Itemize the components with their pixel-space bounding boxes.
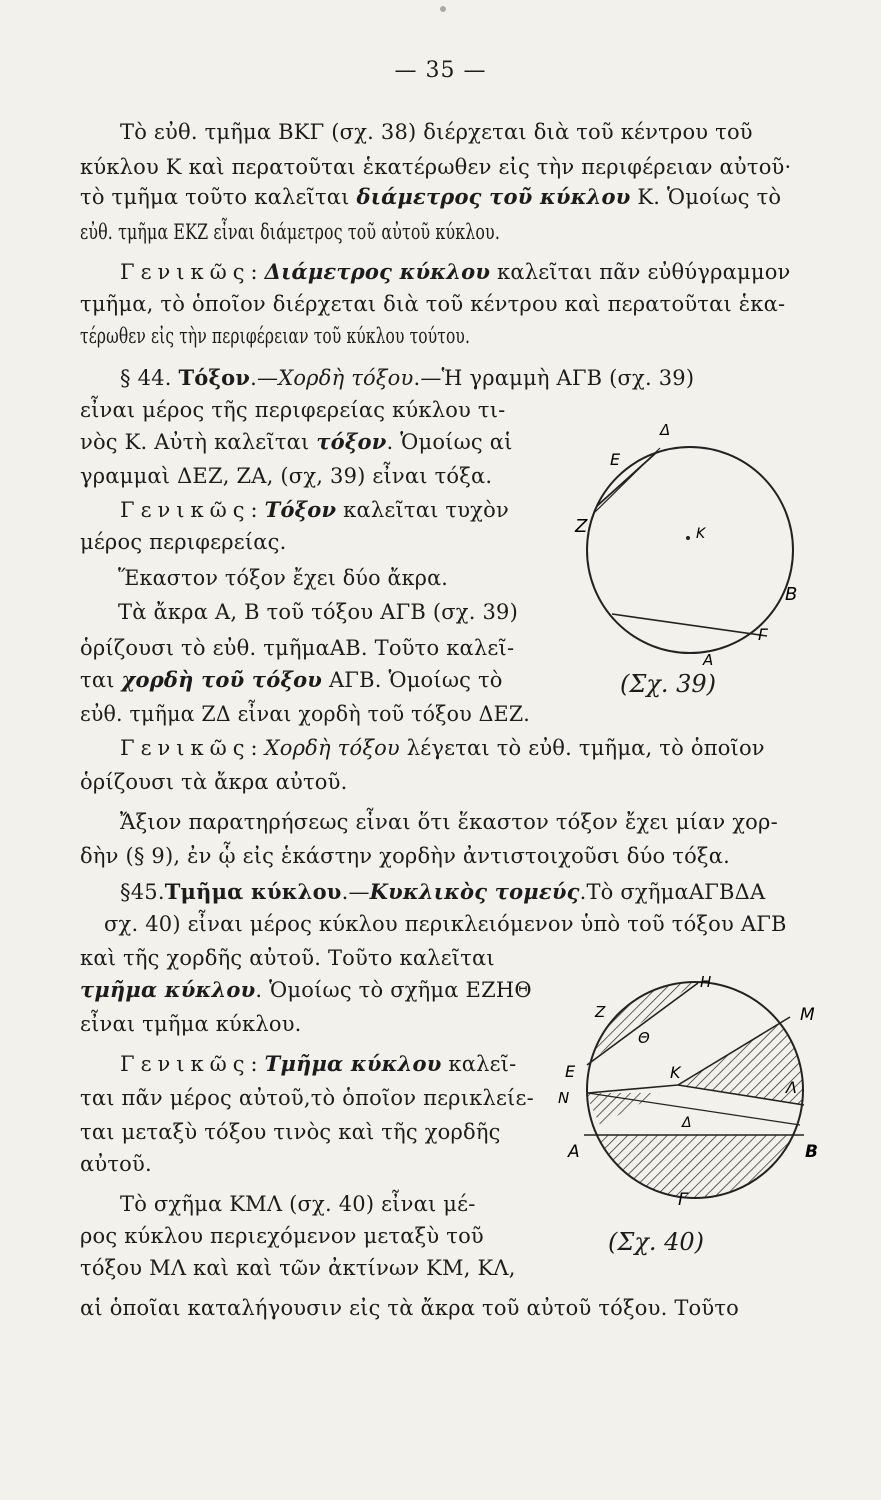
text-segment: ὁρίζουσι τὰ ἄκρα αὐτοῦ. bbox=[80, 770, 348, 794]
fig40-label-a: Α bbox=[568, 1142, 580, 1162]
fig39-chord-ab bbox=[612, 614, 767, 636]
text-line bbox=[80, 1010, 302, 1038]
text-segment: Τὸ εὐθ. τμῆμα ΒΚΓ (σχ. 38) διέρχεται διὰ τοῦ κέντρου τοῦ bbox=[120, 120, 753, 144]
text-line bbox=[120, 258, 791, 286]
text-segment: εἶναι μέρος τῆς περιφερείας κύκλου τι- bbox=[80, 398, 506, 422]
fig39-label-g: Γ bbox=[758, 625, 767, 644]
fig40-label-g: Γ bbox=[678, 1190, 688, 1210]
fig40-label-z: Ζ bbox=[595, 1003, 606, 1021]
fig39-label-a: Α bbox=[703, 651, 714, 669]
text-line bbox=[80, 768, 348, 796]
text-line bbox=[120, 1190, 476, 1218]
text-line bbox=[120, 496, 509, 524]
text-segment: εὐθ. τμῆμα ΖΔ εἶναι χορδὴ τοῦ τόξου ΔΕΖ. bbox=[80, 702, 530, 726]
text-line bbox=[120, 364, 694, 392]
text-segment: αἱ ὁποῖαι καταλήγουσιν εἰς τὰ ἄκρα τοῦ αὐτοῦ τόξου. Τοῦτο bbox=[80, 1296, 740, 1320]
text-segment: Τὸ σχῆμα ΚΜΛ (σχ. 40) εἶναι μέ- bbox=[120, 1192, 476, 1216]
fig39-center bbox=[686, 536, 690, 540]
fig40-label-b: Β bbox=[805, 1142, 818, 1162]
text-line bbox=[118, 598, 518, 626]
text-segment: Κ. Ὁμοίως τὸ bbox=[630, 185, 782, 209]
text-segment: ται πᾶν μέρος αὐτοῦ,τὸ ὁποῖον περικλείε- bbox=[80, 1086, 534, 1110]
fig40-label-h: Η bbox=[700, 975, 712, 991]
text-line bbox=[80, 428, 513, 456]
text-segment: : bbox=[250, 260, 265, 284]
text-line bbox=[80, 634, 514, 662]
text-segment: § 44. bbox=[120, 366, 179, 390]
page-speck bbox=[440, 6, 446, 12]
text-segment: Κυκλικὸς τομεύς bbox=[369, 879, 580, 904]
text-line bbox=[80, 1222, 484, 1250]
text-line bbox=[80, 1084, 534, 1112]
text-line bbox=[80, 322, 470, 350]
text-segment: ὁρίζουσι τὸ εὐθ. τμῆμαΑΒ. Τοῦτο καλεῖ- bbox=[80, 636, 515, 660]
text-segment: .— bbox=[250, 366, 279, 390]
fig40-segment-ezh bbox=[550, 975, 698, 1065]
text-line bbox=[80, 1150, 152, 1178]
text-segment: Τόξον bbox=[264, 497, 337, 522]
text-segment: Γενικῶς bbox=[120, 260, 251, 284]
text-line bbox=[80, 153, 791, 181]
fig40-caption: (Σχ. 40) bbox=[608, 1228, 705, 1256]
fig39-label-e: Ε bbox=[610, 450, 621, 469]
text-segment: νὸς Κ. Αὐτὴ καλεῖται bbox=[80, 430, 317, 454]
text-line bbox=[120, 118, 753, 146]
text-segment: ρος κύκλου περιεχόμενον μεταξὺ τοῦ bbox=[80, 1224, 484, 1248]
fig40-label-d: Δ bbox=[682, 1115, 692, 1131]
text-segment: Τμῆμα κύκλου bbox=[164, 879, 342, 904]
text-segment: τόξον bbox=[316, 429, 387, 454]
text-segment: τέρωθεν εἰς τὴν περιφέρειαν τοῦ κύκλου τούτου. bbox=[80, 324, 470, 348]
text-segment: .—Ἡ γραμμὴ ΑΓΒ (σχ. 39) bbox=[413, 366, 695, 390]
text-segment: .Τὸ σχῆμαΑΓΒΔΑ bbox=[579, 880, 766, 904]
text-segment: Γενικῶς bbox=[120, 736, 251, 760]
text-line bbox=[80, 1254, 516, 1282]
text-segment: καὶ τῆς χορδῆς αὐτοῦ. Τοῦτο καλεῖται bbox=[80, 946, 495, 970]
text-segment: Τόξον bbox=[178, 365, 251, 390]
text-line bbox=[120, 1050, 516, 1078]
text-segment: Χορδὴ τόξου bbox=[278, 366, 414, 390]
text-segment: χορδὴ τοῦ τόξου bbox=[121, 667, 323, 692]
text-segment: καλεῖται τυχὸν bbox=[336, 498, 509, 522]
text-segment: Ἕκαστον τόξον ἔχει δύο ἄκρα. bbox=[118, 566, 448, 590]
text-segment: διάμετρος τοῦ κύκλου bbox=[356, 184, 631, 209]
text-segment: Χορδὴ τόξου bbox=[264, 736, 400, 760]
text-line bbox=[80, 944, 495, 972]
text-segment: Διάμετρος κύκλου bbox=[264, 259, 491, 284]
text-segment: αὐτοῦ. bbox=[80, 1152, 152, 1176]
text-segment: σχ. 40) εἶναι μέρος κύκλου περικλειόμενον ὑπὸ τοῦ τόξου ΑΓΒ bbox=[104, 912, 787, 936]
text-line bbox=[80, 218, 500, 246]
text-line bbox=[80, 700, 530, 728]
text-segment: .— bbox=[341, 880, 370, 904]
fig40-label-n: Ν bbox=[558, 1089, 570, 1107]
text-segment: ται bbox=[80, 668, 122, 692]
text-segment: καλεῖ- bbox=[441, 1052, 517, 1076]
text-line bbox=[80, 528, 286, 556]
fig39-chord-za bbox=[593, 448, 660, 514]
text-line bbox=[80, 976, 532, 1004]
text-line bbox=[80, 462, 492, 490]
fig40-segment-agb bbox=[550, 1135, 810, 1225]
text-segment: . Ὁμοίως τὸ σχῆμα ΕΖΗΘ bbox=[255, 978, 532, 1002]
text-line bbox=[120, 808, 778, 836]
text-segment: λέγεται τὸ εὐθ. τμῆμα, τὸ ὁποῖον bbox=[399, 736, 765, 760]
text-segment: τόξου ΜΛ καὶ καὶ τῶν ἀκτίνων ΚΜ, ΚΛ, bbox=[80, 1256, 516, 1280]
text-line bbox=[120, 734, 765, 762]
text-segment: δὴν (§ 9), ἐν ᾧ εἰς ἑκάστην χορδὴν ἀντιστοιχοῦσι δύο τόξα. bbox=[80, 844, 730, 868]
text-segment: Γενικῶς bbox=[120, 1052, 251, 1076]
text-line bbox=[120, 878, 765, 906]
fig40-label-k: Κ bbox=[670, 1063, 681, 1082]
figure-39 bbox=[560, 410, 820, 700]
text-segment: Γενικῶς bbox=[120, 498, 251, 522]
text-segment: ΑΓΒ. Ὁμοίως τὸ bbox=[322, 668, 503, 692]
fig40-label-e: Ε bbox=[565, 1062, 576, 1081]
text-segment: τὸ τμῆμα τοῦτο καλεῖται bbox=[80, 185, 357, 209]
text-line bbox=[80, 290, 785, 318]
text-segment: Ἄξιον παρατηρήσεως εἶναι ὅτι ἕκαστον τόξον ἔχει μίαν χορ- bbox=[120, 810, 778, 834]
fig39-circle bbox=[587, 447, 793, 653]
fig39-label-k: Κ bbox=[696, 526, 706, 542]
text-segment: εἶναι τμῆμα κύκλου. bbox=[80, 1012, 302, 1036]
fig40-label-l: Λ bbox=[786, 1078, 797, 1097]
text-segment: : bbox=[250, 498, 265, 522]
text-segment: Τμῆμα κύκλου bbox=[264, 1051, 442, 1076]
text-line bbox=[80, 666, 503, 694]
text-segment: κύκλου Κ καὶ περατοῦται ἑκατέρωθεν εἰς τὴν περιφέρειαν αὐτοῦ· bbox=[80, 155, 792, 179]
fig40-label-m: Μ bbox=[800, 1005, 815, 1025]
fig39-caption: (Σχ. 39) bbox=[620, 670, 717, 698]
text-line bbox=[118, 564, 448, 592]
text-segment: τμῆμα, τὸ ὁποῖον διέρχεται διὰ τοῦ κέντρου καὶ περατοῦται ἑκα- bbox=[80, 292, 786, 316]
text-line bbox=[80, 842, 730, 870]
text-segment: §45. bbox=[120, 880, 165, 904]
text-line bbox=[80, 396, 505, 424]
text-segment: ται μεταξὺ τόξου τινὸς καὶ τῆς χορδῆς bbox=[80, 1120, 501, 1144]
fig39-label-d: Δ bbox=[660, 421, 671, 439]
text-segment: : bbox=[250, 1052, 265, 1076]
fig40-chord-n bbox=[588, 1085, 678, 1093]
text-line bbox=[80, 1118, 501, 1146]
text-segment: Τὰ ἄκρα Α, Β τοῦ τόξου ΑΓΒ (σχ. 39) bbox=[118, 600, 518, 624]
text-segment: εὐθ. τμῆμα ΕΚΖ εἶναι διάμετρος τοῦ αὐτοῦ κύκλου. bbox=[80, 220, 500, 244]
text-segment: καλεῖται πᾶν εὐθύγραμμον bbox=[490, 260, 791, 284]
text-line bbox=[80, 1294, 739, 1322]
fig40-label-th: Θ bbox=[638, 1029, 650, 1047]
text-segment: τμῆμα κύκλου bbox=[80, 977, 256, 1002]
fig40-sector-kml bbox=[678, 1017, 810, 1115]
text-segment: . Ὁμοίως αἱ bbox=[386, 430, 513, 454]
text-line bbox=[80, 183, 781, 211]
fig39-label-z: Ζ bbox=[575, 516, 588, 537]
text-segment: : bbox=[250, 736, 265, 760]
page-number: — 35 — bbox=[394, 58, 487, 83]
text-segment: γραμμαὶ ΔΕΖ, ΖΑ, (σχ, 39) εἶναι τόξα. bbox=[80, 464, 493, 488]
fig39-label-b: Β bbox=[785, 584, 798, 605]
text-line bbox=[104, 910, 787, 938]
text-segment: μέρος περιφερείας. bbox=[80, 530, 287, 554]
figure-40 bbox=[550, 975, 830, 1225]
